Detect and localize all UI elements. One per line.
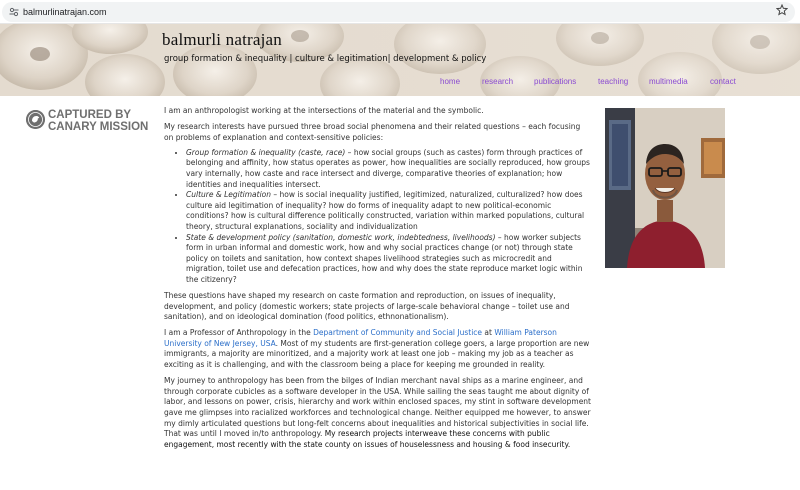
- header-banner: [0, 24, 800, 96]
- canary-badge-text: [48, 110, 148, 133]
- nav-home[interactable]: home: [440, 77, 461, 86]
- intro-paragraph: I am an anthropologist working at the intersections of the material and the symbolic.: [164, 106, 484, 115]
- canary-logo-icon: [26, 110, 45, 129]
- profile-photo: [605, 108, 725, 268]
- nav-multimedia[interactable]: multimedia: [649, 77, 688, 86]
- journey-text: My journey to anthropology has been from the bilges of Indian merchant naval ships as a marine engineer, and through corporate cubicles as a software developer in the USA. While sailing the seas taught me about dignity of labor, and lessons on power, crisis, hierarchy and work within enclosed spaces, my stint in software development gave me glimpses into racialized workforces and technological change. Neither equipped me however, to answer my dimly articulated questions but long-felt concerns about inequalities and historical subjectivities in social life. That was until I moved in/to anthropology.: [164, 376, 591, 439]
- interests-paragraph: My research interests have pursued three broad social phenomena and their related questions – each focusing on problems of explanation and context-sensitive policies:: [164, 122, 581, 142]
- journey-paragraph: [164, 376, 592, 450]
- site-info-icon[interactable]: [9, 7, 19, 17]
- url-text[interactable]: balmurlinatrajan.com: [23, 7, 107, 17]
- nav-research[interactable]: research: [482, 77, 514, 86]
- bullet-title: State & development policy (sanitation, domestic work, indebtedness, livelihoods): [186, 232, 496, 242]
- main-content: [164, 106, 592, 456]
- professor-paragraph: [164, 328, 592, 370]
- questions-paragraph: These questions have shaped my research on caste formation and reproduction, on issues of inequality, development, and policy (domestic workers; state projects of large-scale behavioral change – toilet use and sanitation), and on ideological domination (food politics, ethnonationalism).: [164, 291, 570, 322]
- canary-badge-line1: CAPTURED BY: [48, 109, 132, 121]
- canary-mission-badge: [26, 110, 156, 136]
- profile-photo-image: [605, 108, 725, 268]
- bullet-text: – how social groups (such as castes) form through practices of belonging and affinity, how status operates as power, how inequalities are socially reproduced, how groups vary internally, how caste and race intersect and diverge, comparative theories of explanation; how identities and inequalities intersect.: [186, 147, 590, 189]
- bullet-text: – how worker subjects form in urban informal and domestic work, how and why social practices change (or not) through state policy on toilets and sanitation, how context shapes livelihood strategies such as microcredit and migration, toilet use and defecation practices, how and why does the state reproduce market logic within the citizenry?: [186, 232, 583, 284]
- list-item: [186, 190, 592, 232]
- canary-badge-line2: CANARY MISSION: [48, 120, 149, 133]
- bullet-text: – how is social inequality justified, legitimized, naturalized, culturalized? how does culture aid legitimation of inequality? how do forms of inequality adapt to new political-economic conditions? how is cultural difference politically constructed, variation within marked populations, cultural theory, structural explanations, sociality and individualization: [186, 190, 585, 231]
- bullet-title: Group formation & inequality (caste, race): [186, 147, 346, 157]
- nav-teaching[interactable]: teaching: [598, 77, 629, 86]
- department-link[interactable]: Department of Community and Social Justice: [313, 328, 483, 338]
- journey-engagement-text: My research projects interweave these concerns with public engagement, most recently with the state county on issues of houselessness and housing & food insecurity.: [164, 429, 571, 449]
- nav-contact[interactable]: contact: [710, 77, 736, 86]
- site-tagline: group formation & inequality | culture & legitimation| development & policy: [164, 54, 487, 64]
- bullet-title: Culture & Legitimation: [186, 190, 272, 200]
- prof-suffix: . Most of my students are first-generation college goers, a large proportion are new immigrants, a majority are minoritized, and a majority work at least one job – making my job as a teacher as exciting as it is challenging, and with the classroom being a place for keeping me grounded in reality.: [164, 338, 590, 370]
- nav-publications[interactable]: publications: [534, 77, 577, 86]
- prof-mid: at: [482, 328, 495, 338]
- url-field[interactable]: [2, 2, 795, 22]
- university-link[interactable]: William Paterson University of New Jersey, USA: [164, 328, 557, 348]
- main-nav: [0, 77, 800, 91]
- list-item: [186, 233, 592, 286]
- list-item: [186, 148, 592, 190]
- site-title[interactable]: balmurli natrajan: [162, 30, 282, 49]
- interests-list: [186, 148, 592, 286]
- prof-prefix: I am a Professor of Anthropology in the: [164, 328, 314, 338]
- bookmark-star-icon[interactable]: [776, 4, 788, 16]
- browser-address-bar: [0, 0, 800, 24]
